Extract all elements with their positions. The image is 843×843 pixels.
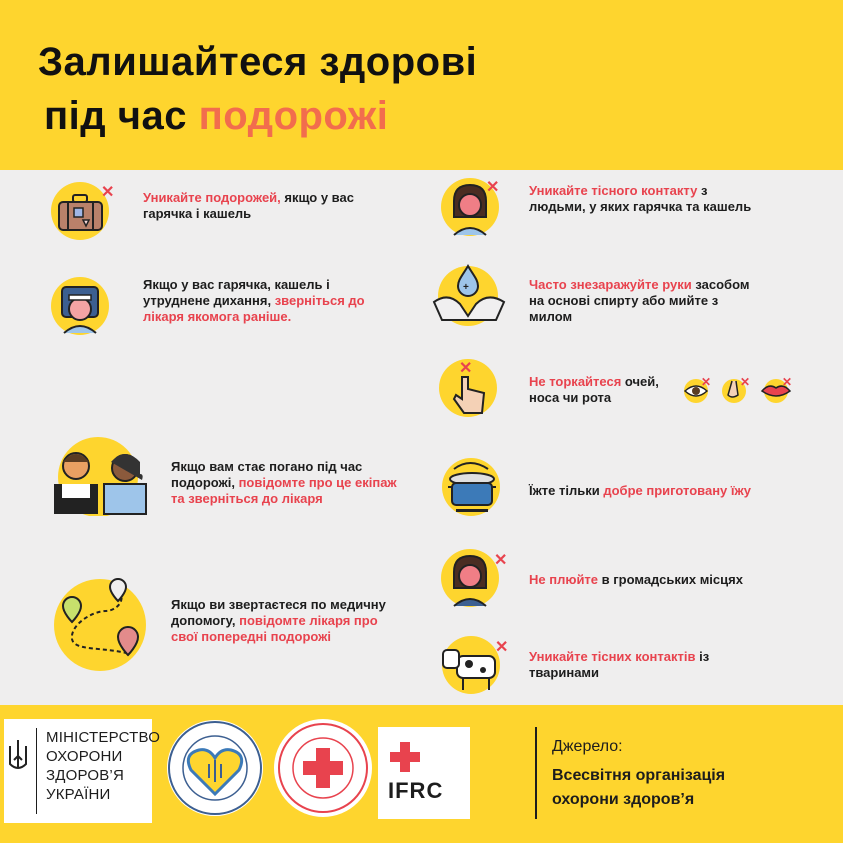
prohibited-x-icon: ✕ [701, 375, 712, 389]
prohibited-x-icon: ✕ [740, 375, 751, 389]
tip-highlight: добре приготовану їжу [603, 483, 751, 498]
tip-highlight: зверніться до лікаря якомога раніше. [143, 293, 365, 324]
cooking-pot-icon [440, 455, 504, 519]
hand-touch-icon [438, 357, 500, 419]
ministry-logo-divider [36, 728, 37, 814]
tip-text: засобом на основі спирту або мийте з милом [529, 277, 750, 324]
woman-spitting-icon [440, 548, 500, 608]
trident-icon [8, 738, 28, 774]
source-name-line: Всесвітня організація [552, 767, 726, 784]
title-line-2 [44, 94, 388, 139]
tip-inform-crew [171, 459, 401, 507]
tip-inform-doctor-travel [171, 597, 401, 645]
tip-sanitize-hands [529, 277, 759, 325]
prohibited-x-icon: ✕ [101, 184, 115, 201]
tip-text: в громадських місцях [598, 572, 743, 587]
source-name-line: охорони здоров’я [552, 791, 695, 808]
tip-fever-see-doctor [143, 277, 373, 325]
svg-text:✕: ✕ [459, 360, 473, 377]
tip-text: Якщо вам стає погано під час подорожі, [171, 459, 363, 490]
red-cross-crescent-icon [388, 740, 458, 774]
tip-highlight: Не плюйте [529, 572, 599, 587]
sick-person-icon [50, 275, 112, 337]
tip-avoid-travel [143, 190, 373, 222]
red-cross-ukraine-logo [272, 716, 374, 820]
tip-highlight: повідомте про це екіпаж та зверніться до лікаря [171, 475, 397, 506]
tip-avoid-animals [529, 649, 759, 681]
tip-text: Їжте тільки [529, 483, 604, 498]
hands-sanitizer-icon [430, 262, 508, 330]
header-banner [0, 0, 843, 170]
tip-dont-spit [529, 572, 789, 588]
cow-icon [437, 634, 503, 696]
tip-highlight: Уникайте тісних контактів [529, 649, 696, 664]
title-line-1: Залишайтеся здорові [38, 40, 478, 84]
tip-text: із тваринами [529, 649, 710, 680]
tip-highlight: Часто знезаражуйте руки [529, 277, 692, 292]
title-highlight: подорожі [198, 94, 389, 138]
svg-text:+: + [463, 282, 469, 293]
source-label: Джерело: [552, 738, 623, 755]
tip-text: Якщо у вас гарячка, кашель і утруднене дихання, [143, 277, 330, 308]
ministry-name [46, 728, 160, 804]
tip-highlight: повідомте лікаря про свої попередні подорожі [171, 613, 378, 644]
tip-text: Якщо ви звертаєтеся по медичну допомогу, [171, 597, 386, 628]
ministry-line: ЗДОРОВ’Я [46, 767, 124, 784]
tip-text: якщо у вас гарячка і кашель [143, 190, 354, 221]
tip-highlight: Не торкайтеся [529, 374, 622, 389]
prohibited-x-icon: ✕ [495, 639, 509, 656]
crew-icon [48, 432, 154, 516]
ministry-line: УКРАЇНИ [46, 786, 111, 803]
tip-highlight: Уникайте подорожей, [143, 190, 281, 205]
volunteer-council-logo [165, 716, 265, 820]
tip-highlight: Уникайте тісного контакту [529, 183, 698, 198]
tip-text: з людьми, у яких гарячка та кашель [529, 183, 752, 214]
source-divider [535, 727, 537, 819]
ministry-line: ОХОРОНИ [46, 748, 123, 765]
prohibited-x-icon: ✕ [782, 375, 793, 389]
source-name [552, 764, 725, 812]
tip-avoid-close-contact [529, 183, 759, 215]
ifrc-label: IFRC [388, 778, 444, 803]
tip-text: очей, носа чи рота [529, 374, 659, 405]
route-icon [52, 575, 156, 675]
tip-dont-touch-face [529, 374, 679, 406]
title-prefix: під час [44, 94, 199, 138]
tip-eat-cooked-food [529, 483, 789, 499]
ministry-line: МІНІСТЕРСТВО [46, 729, 161, 746]
prohibited-x-icon: ✕ [486, 179, 500, 196]
prohibited-x-icon: ✕ [494, 552, 508, 569]
